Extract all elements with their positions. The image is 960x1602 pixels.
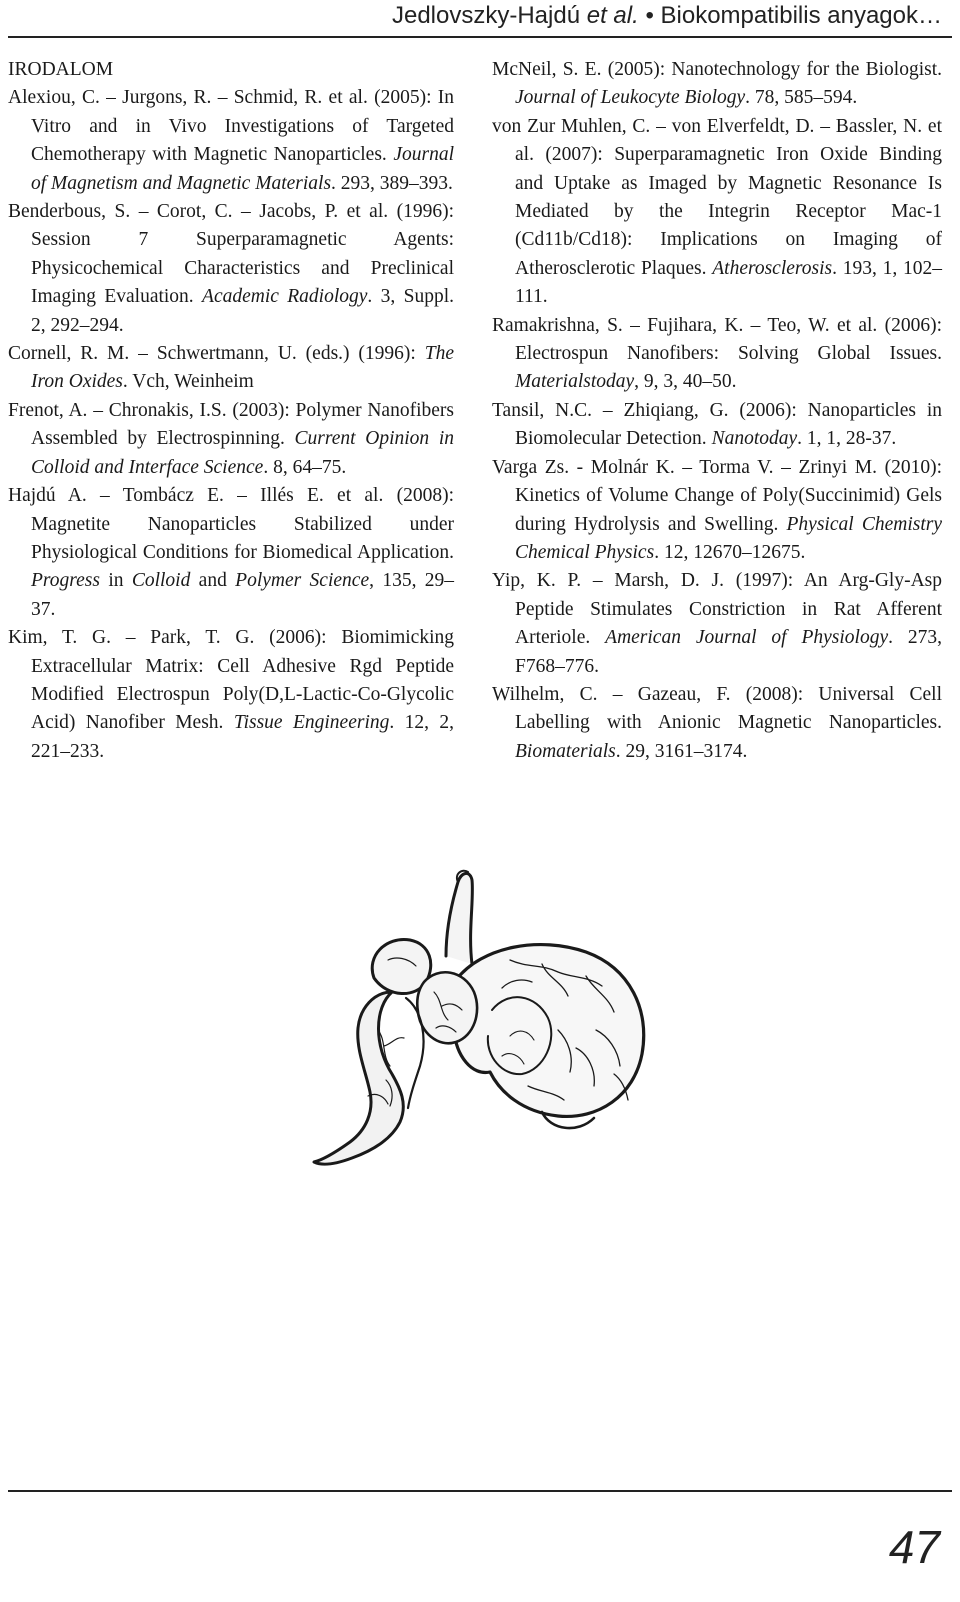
header-title: Biokompatibilis anyagok… <box>660 2 942 29</box>
reference-text: Kim, T. G. – Park, T. G. (2006): Biomimicking Extracellular Matrix: Cell Adhesive Rgd Peptide Modified Electrospun Poly(D,L-Lactic-Co-Glycolic Acid) Nanofiber Mesh. <box>8 627 454 734</box>
section-title: IRODALOM <box>8 59 114 80</box>
reference-text: . 12, 12670–12675. <box>654 541 806 563</box>
reference-text: . 293, 389–393. <box>331 172 453 194</box>
reference-entry <box>8 84 454 198</box>
reference-entry <box>492 56 942 113</box>
anatomical-organ-illustration-icon <box>296 860 676 1180</box>
reference-source-title: Nanotoday <box>711 428 798 450</box>
reference-text: von Zur Muhlen, C. – von Elverfeldt, D. – Bassler, N. et al. (2007): Superparamagnetic Iron Oxide Binding and Uptake as Imaged by Magnetic Resonance Is Mediated by the Integrin Receptor Mac-1 (Cd11b/Cd18): Implications on Imaging of Atherosclerotic Plaques. <box>492 115 942 279</box>
reference-entry <box>492 113 942 312</box>
reference-text: , 9, 3, 40–50. <box>634 371 737 393</box>
reference-entry <box>492 454 942 568</box>
reference-entry <box>492 397 942 454</box>
reference-text: in <box>99 570 132 592</box>
reference-text: . 78, 585–594. <box>745 87 858 109</box>
reference-source-title: Materialstoday <box>515 371 635 393</box>
reference-text: . 8, 64–75. <box>263 456 347 478</box>
reference-source-title: Atherosclerosis <box>712 257 833 279</box>
reference-text: Wilhelm, C. – Gazeau, F. (2008): Universal Cell Labelling with Anionic Magnetic Nanoparticles. <box>492 683 942 734</box>
reference-text: Alexiou, C. – Jurgons, R. – Schmid, R. et al. (2005): In Vitro and in Vivo Investigations of Targeted Chemotherapy with Magnetic Nanoparticles. <box>8 87 454 166</box>
references-left-column <box>8 56 454 766</box>
reference-text: Frenot, A. – Chronakis, I.S. (2003): Polymer Nanofibers Assembled by Electrospinning. <box>8 399 454 450</box>
reference-source-title: Journal of Leukocyte Biology <box>515 87 746 109</box>
reference-source-title: American Journal of Physiology <box>605 627 889 649</box>
reference-entry <box>492 312 942 397</box>
reference-text: . 273, F768–776. <box>515 627 942 677</box>
reference-entry <box>492 567 942 681</box>
references-right-column <box>492 56 942 766</box>
reference-text: . 193, 1, 102–111. <box>515 257 942 308</box>
header-etal: et al. <box>586 2 639 29</box>
header-author: Jedlovszky-Hajdú <box>391 2 581 29</box>
reference-text: McNeil, S. E. (2005): Nanotechnology for the Biologist. <box>492 59 942 80</box>
footer-rule <box>8 1490 952 1492</box>
reference-list-left <box>8 84 454 766</box>
reference-source-title: Progress <box>31 570 100 592</box>
reference-text: Hajdú A. – Tombácz E. – Illés E. et al. (2008): Magnetite Nanoparticles Stabilized under Physiological Conditions for Biomedical Application. <box>8 485 454 563</box>
reference-source-title: Biomaterials <box>515 740 616 762</box>
reference-text: and <box>190 570 236 592</box>
reference-source-title: Journal of Magnetism and Magnetic Materials <box>31 144 454 194</box>
reference-text: . Vch, Weinheim <box>122 371 254 393</box>
reference-list-right <box>492 56 942 766</box>
reference-source-title: Polymer Science <box>235 570 370 592</box>
reference-text: . 29, 3161–3174. <box>615 740 748 762</box>
reference-entry <box>8 198 454 340</box>
reference-text: , 135, 29–37. <box>31 570 455 620</box>
reference-text: . 1, 1, 28-37. <box>797 428 897 450</box>
reference-source-title: The Iron Oxides <box>31 343 454 393</box>
reference-entry <box>8 624 454 766</box>
reference-entry <box>492 681 942 766</box>
reference-text: Varga Zs. - Molnár K. – Torma V. – Zrinyi M. (2010): Kinetics of Volume Change of Poly(Succinimid) Gels during Hydrolysis and Swelling. <box>492 456 942 535</box>
page-number: 47 <box>888 1521 940 1573</box>
reference-source-title: Academic Radiology <box>202 286 368 308</box>
reference-entry <box>8 340 454 397</box>
reference-text: . 3, Suppl. 2, 292–294. <box>31 286 455 336</box>
reference-text: Tansil, N.C. – Zhiqiang, G. (2006): Nanoparticles in Biomolecular Detection. <box>492 399 942 450</box>
header-rule <box>8 36 952 38</box>
reference-source-title: Colloid <box>131 570 191 592</box>
reference-source-title: Tissue Engineering <box>233 712 390 734</box>
running-header <box>392 2 942 30</box>
reference-text: . 12, 2, 221–233. <box>31 712 455 762</box>
reference-text: Benderbous, S. – Corot, C. – Jacobs, P. et al. (1996): Session 7 Superparamagnetic Agents: Physicochemical Characteristics and Preclinical Imaging Evaluation. <box>8 201 454 308</box>
reference-entry <box>8 482 454 624</box>
reference-source-title: Current Opinion in Colloid and Interface Science <box>31 428 454 478</box>
reference-entry <box>8 397 454 482</box>
header-bullet: • <box>645 2 654 29</box>
reference-text: Yip, K. P. – Marsh, D. J. (1997): An Arg-Gly-Asp Peptide Stimulates Constriction in Rat Afferent Arteriole. <box>492 570 942 649</box>
reference-text: Ramakrishna, S. – Fujihara, K. – Teo, W. et al. (2006): Electrospun Nanofibers: Solving Global Issues. <box>492 314 942 365</box>
reference-text: Cornell, R. M. – Schwertmann, U. (eds.) (1996): <box>8 343 425 365</box>
reference-source-title: Physical Chemistry Chemical Physics <box>515 513 942 563</box>
